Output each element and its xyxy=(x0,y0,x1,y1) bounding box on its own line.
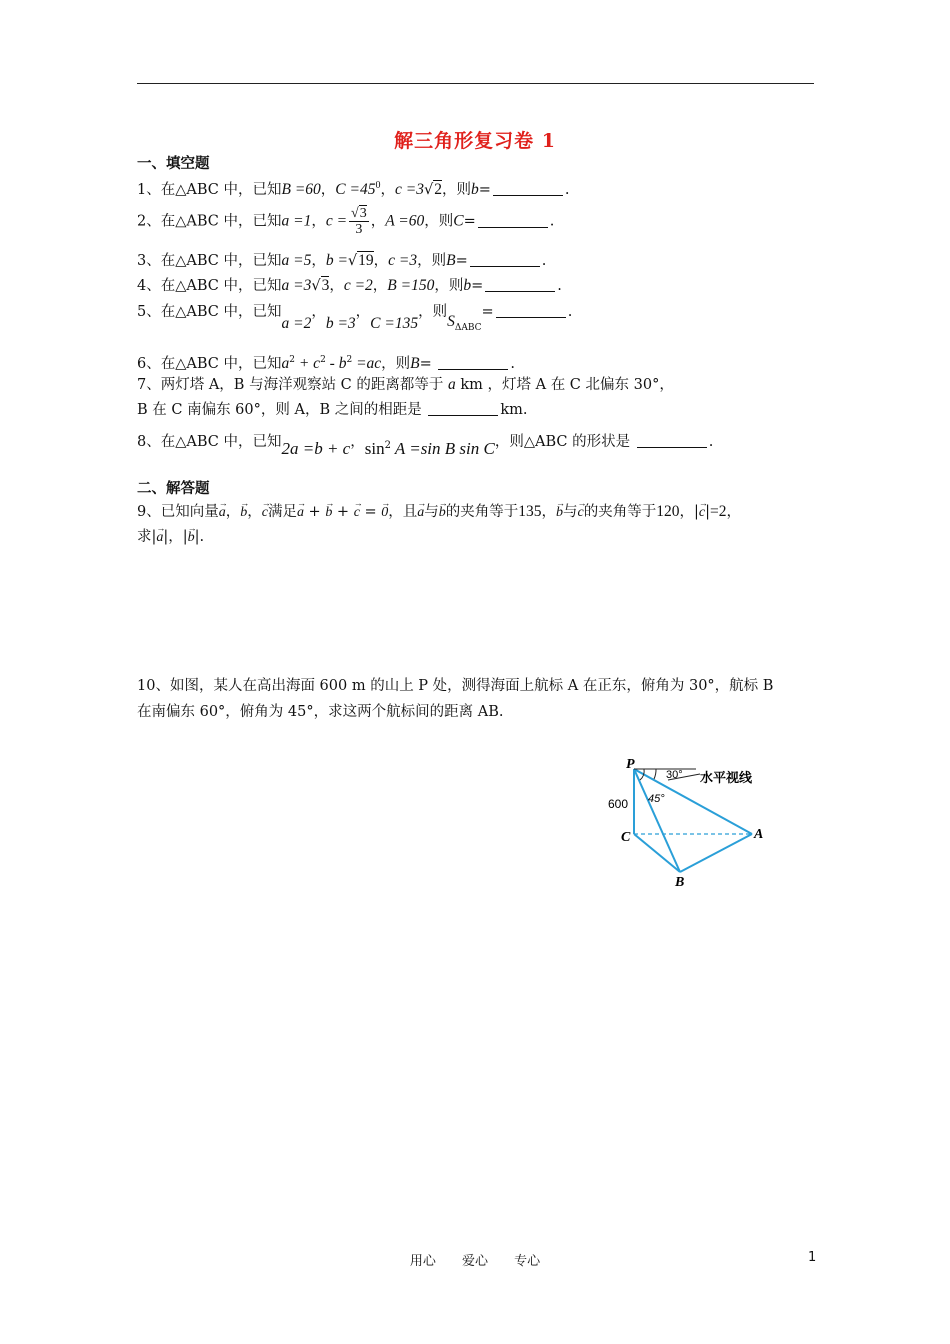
answer-blank[interactable] xyxy=(496,303,566,318)
question-9-line-2: 求|→ a|，|→ b|. xyxy=(137,527,204,548)
question-2: 2、在△ABC 中，已知a =1，c = $\frac{√3}{3}$ ，A =60，则C= . xyxy=(137,206,555,237)
question-3: 3、在△ABC 中，已知a =5，b =√19，c =3，则B= . xyxy=(137,252,547,269)
label-C: C xyxy=(621,830,631,845)
question-8: 8、在△ABC 中，已知2a =b + c，$\sin^2 A =\sin$ B sin C，则△ABC 的形状是 . xyxy=(137,433,714,458)
line-BA xyxy=(680,834,752,872)
answer-blank[interactable] xyxy=(428,401,498,416)
answer-blank[interactable] xyxy=(485,277,555,292)
label-45-deg: 45° xyxy=(648,793,665,805)
label-B: B xyxy=(675,875,685,890)
answer-blank[interactable] xyxy=(478,213,548,228)
label-30-deg: 30° xyxy=(666,769,683,781)
question-10-line-2: 在南偏东 60°，俯角为 45°，求这两个航标间的距离 AB. xyxy=(137,704,504,720)
page-number: 1 xyxy=(808,1250,817,1265)
answer-blank[interactable] xyxy=(637,433,707,448)
question-7-line-1: 7、两灯塔 A，B 与海洋观察站 C 的距离都等于 a km ，灯塔 A 在 C 北偏东 30°， xyxy=(137,376,674,393)
answer-blank[interactable] xyxy=(470,252,540,267)
answer-blank[interactable] xyxy=(493,181,563,196)
label-P: P xyxy=(626,757,635,772)
top-rule xyxy=(137,83,814,84)
label-horizon: 水平视线 xyxy=(700,771,753,786)
question-6: 6、在△ABC 中，已知$a^2 + c^2 - b^2 =ac$，则B= . xyxy=(137,354,516,372)
section-fill-blank: 一、填空题 xyxy=(137,156,210,172)
question-4: 4、在△ABC 中，已知a =3√3，c =2，B =150，则b= . xyxy=(137,277,562,294)
page-title: 解三角形复习卷 1 xyxy=(394,130,556,152)
label-A: A xyxy=(754,827,764,842)
angle-arc-30 xyxy=(654,769,656,779)
section-solve: 二、解答题 xyxy=(137,481,210,497)
question-1: 1、在△ABC 中，已知B =60，$C =45^0$，c =3√2，则b= . xyxy=(137,180,570,198)
question-7-line-2: B 在 C 南偏东 60°，则 A，B 之间的相距是 km. xyxy=(137,402,528,418)
label-600: 600 xyxy=(608,797,629,811)
question-5: 5、在△ABC 中，已知a =2，b =3，C =135，则$S_{\Delta ABC}=$ . xyxy=(137,304,573,333)
line-PB xyxy=(634,769,680,872)
line-CB xyxy=(634,834,680,872)
fraction: $\frac{√3}{3}$ xyxy=(351,206,367,237)
answer-blank[interactable] xyxy=(438,355,508,370)
question-10-line-1: 10、如图，某人在高出海面 600 m 的山上 P 处，测得海面上航标 A 在正东，俯角为 30°，航标 B xyxy=(137,678,774,694)
footer-motto: 用心 爱心 专心 xyxy=(409,1254,541,1269)
geometry-figure xyxy=(596,752,776,892)
question-9-line-1: 9、已知向量→ a，→ b，→ c满足→ a + → b + → c = → 0，且→ a与→ b的夹角等于135，→ b与→ c的夹角等于120，|→ c|=2， xyxy=(137,502,741,523)
